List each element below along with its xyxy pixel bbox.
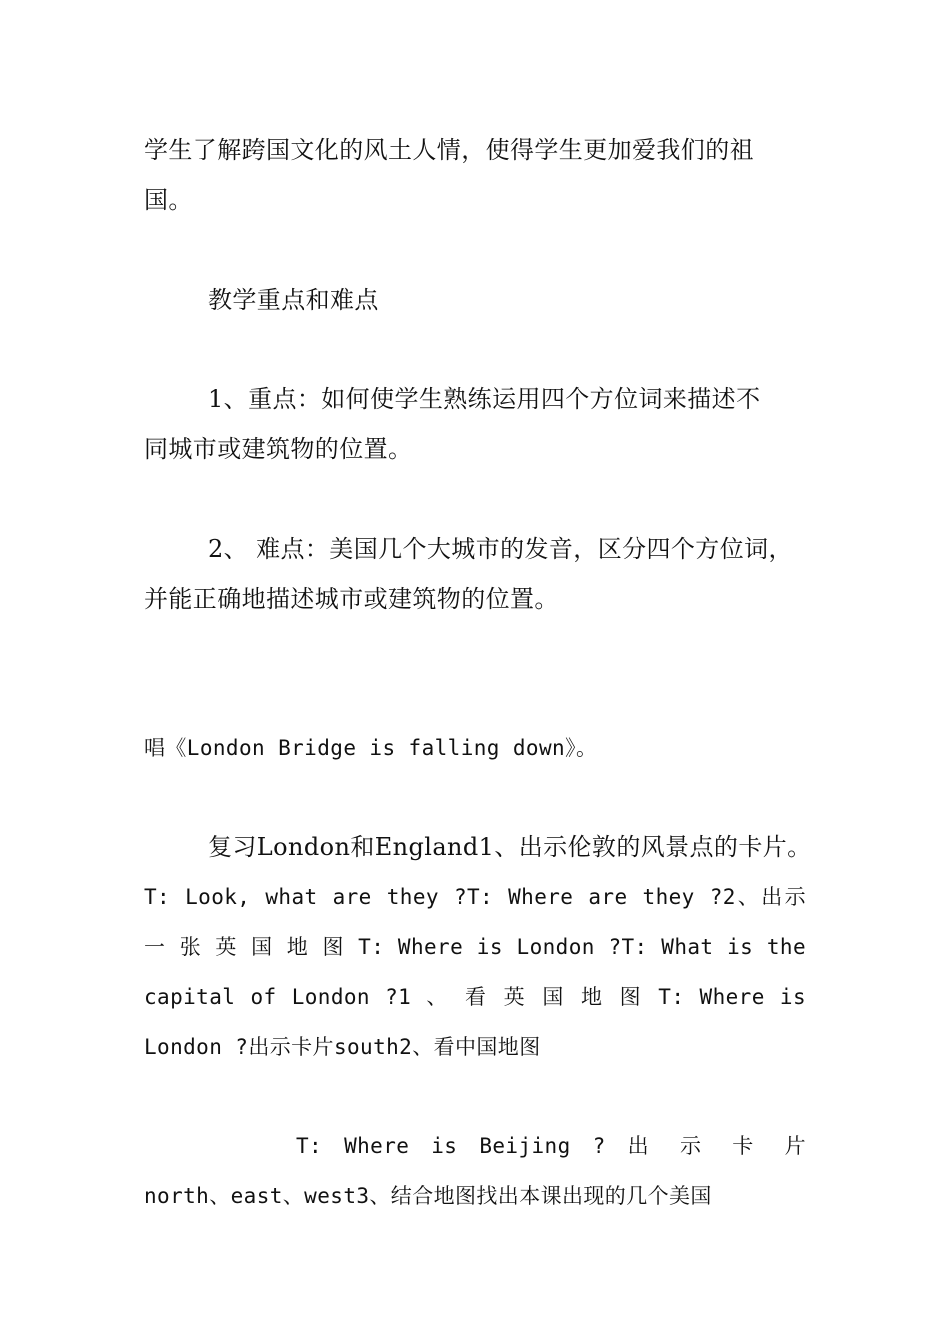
paragraph-line: 1、重点：如何使学生熟练运用四个方位词来描述不 [208,385,761,413]
paragraph-line: 2、 难点：美国几个大城市的发音，区分四个方位词， [208,535,793,563]
paragraph-line: north、east、west3、结合地图找出本课出现的几个美国 [144,1184,712,1208]
paragraph-line: 一 张 英 国 地 图 T: Where is London ?T: What is the [144,935,806,959]
paragraph-line: 学生了解跨国文化的风土人情，使得学生更加爱我们的祖 [144,136,754,164]
paragraph-line: 同城市或建筑物的位置。 [144,435,413,463]
paragraph-line: T: Look, what are they ?T: Where are they ?2、出示 [144,885,806,909]
paragraph-line: 复习London和England1、出示伦敦的风景点的卡片。 [208,833,812,861]
paragraph-line: 并能正确地描述城市或建筑物的位置。 [144,585,559,613]
paragraph-line: London ?出示卡片south2、看中国地图 [144,1035,541,1059]
paragraph-line: capital of London ?1 、 看 英 国 地 图 T: Where is [144,985,806,1009]
paragraph-line: 唱《London Bridge is falling down》。 [144,736,598,760]
paragraph-line: 国。 [144,186,193,214]
section-heading: 教学重点和难点 [208,286,379,314]
paragraph-line: T: Where is Beijing ? 出 示 卡 片 [296,1134,806,1158]
